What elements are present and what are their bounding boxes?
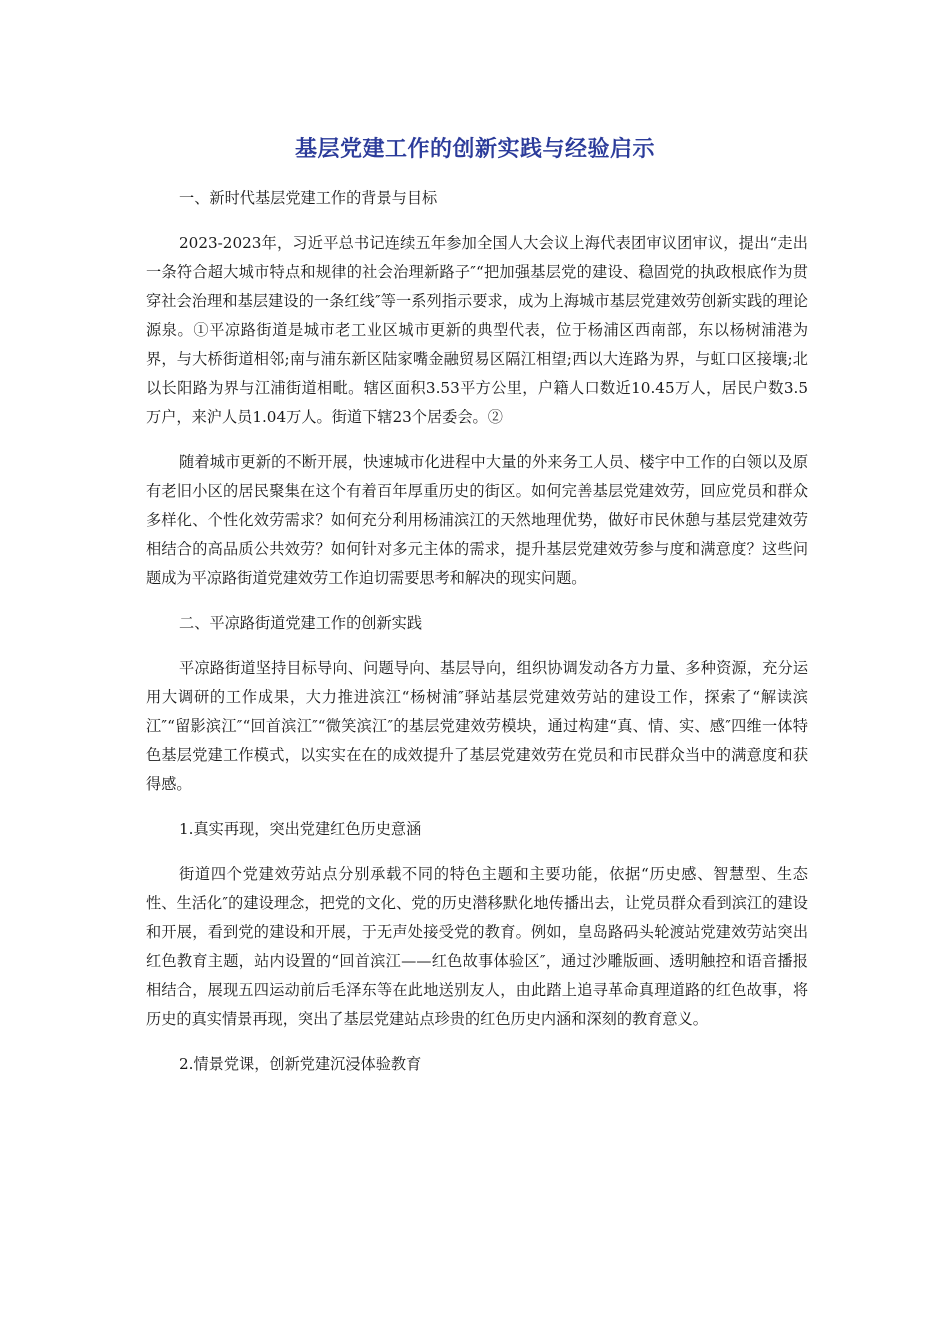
document-title: 基层党建工作的创新实践与经验启示 (294, 137, 655, 162)
paragraph-4: 街道四个党建效劳站点分别承载不同的特色主题和主要功能，依据“历史感、智慧型、生态性、生活化″的建设理念，把党的文化、党的历史潜移默化地传播出去，让党员群众看到滨江的建设和开展，看到党的建设和开展，于无声处接受党的教育。例如，皇岛路码头轮渡站党建效劳站突出红色教育主题，站内设置的“回首滨江——红色故事体验区″，通过沙雕版画、透明触控和语音播报相结合，展现五四运动前后毛泽东等在此地送别友人，由此踏上追寻革命真理道路的红色故事，将历史的真实情景再现，突出了基层党建站点珍贵的红色历史内涵和深刻的教育意义。 (146, 865, 808, 1028)
section-heading-1: 一、新时代基层党建工作的背景与目标 (179, 189, 438, 207)
paragraph-1: 2023-2023年，习近平总书记连续五年参加全国人大会议上海代表团审议团审议，提出“走出一条符合超大城市特点和规律的社会治理新路子″“把加强基层党的建设、稳固党的执政根底作为贯穿社会治理和基层建设的一条红线″等一系列指示要求，成为上海城市基层党建效劳创新实践的理论源泉。①平凉路街道是城市老工业区城市更新的典型代表，位于杨浦区西南部，东以杨树浦港为界，与大桥街道相邻;南与浦东新区陆家嘴金融贸易区隔江相望;西以大连路为界，与虹口区接壤;北以长阳路为界与江浦街道相毗。辖区面积3.53平方公里，户籍人口数近10.45万人，居民户数3.5万户，来沪人员1.04万人。街道下辖23个居委会。② (146, 234, 808, 426)
document-body (146, 184, 808, 1095)
section-heading-2: 二、平凉路街道党建工作的创新实践 (179, 614, 422, 632)
subsection-heading-1: 1.真实再现，突出党建红色历史意涵 (179, 820, 422, 838)
subsection-heading-2: 2.情景党课，创新党建沉浸体验教育 (179, 1055, 422, 1073)
paragraph-2: 随着城市更新的不断开展，快速城市化进程中大量的外来务工人员、楼宇中工作的白领以及原有老旧小区的居民聚集在这个有着百年厚重历史的街区。如何完善基层党建效劳，回应党员和群众多样化、个性化效劳需求？如何充分利用杨浦滨江的天然地理优势，做好市民休憩与基层党建效劳相结合的高品质公共效劳？如何针对多元主体的需求，提升基层党建效劳参与度和满意度？这些问题成为平凉路街道党建效劳工作迫切需要思考和解决的现实问题。 (146, 453, 808, 587)
paragraph-3: 平凉路街道坚持目标导向、问题导向、基层导向，组织协调发动各方力量、多种资源，充分运用大调研的工作成果，大力推进滨江“杨树浦″驿站基层党建效劳站的建设工作，探索了“解读滨江″“留影滨江″“回首滨江″“微笑滨江″的基层党建效劳模块，通过构建“真、情、实、感″四维一体特色基层党建工作模式，以实实在在的成效提升了基层党建效劳在党员和市民群众当中的满意度和获得感。 (146, 659, 808, 793)
